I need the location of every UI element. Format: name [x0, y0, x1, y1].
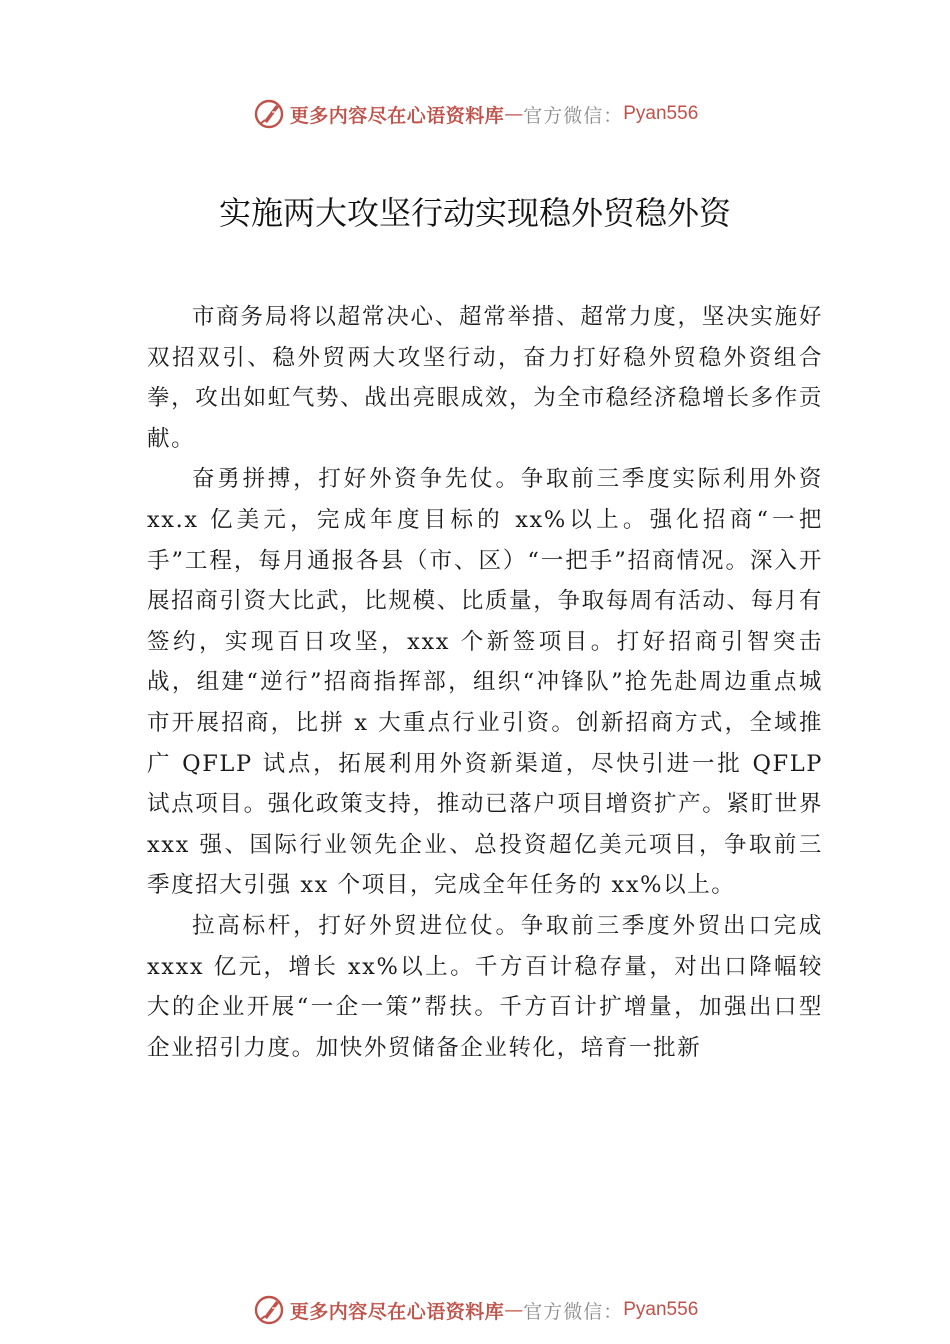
feather-pen-logo-icon	[252, 1293, 286, 1327]
banner-wechat-id: Pyan556	[623, 1299, 699, 1320]
banner-brand-text: 更多内容尽在心语资料库	[289, 104, 505, 127]
paragraph-intro: 市商务局将以超常决心、超常举措、超常力度，坚决实施好双招双引、稳外贸两大攻坚行动，奋力打好稳外贸稳外资组合拳，攻出如虹气势、战出亮眼成效，为全市稳经济稳增长多作贡献。	[147, 304, 823, 452]
banner-dash: —	[504, 103, 524, 125]
banner-channel-label: 官方微信：	[523, 1300, 624, 1323]
banner-wechat-id: Pyan556	[623, 103, 699, 124]
banner-brand-text: 更多内容尽在心语资料库	[289, 1300, 505, 1323]
header-banner	[0, 94, 950, 134]
footer-banner	[0, 1290, 950, 1330]
feather-pen-logo-icon	[252, 97, 286, 131]
paragraph-foreign-investment: 奋勇拼搏，打好外资争先仗。争取前三季度实际利用外资 xx.x 亿美元，完成年度目标的 xx%以上。强化招商“一把手”工程，每月通报各县（市、区）“一把手”招商情况。深入开展招商引资大比武，比规模、比质量，争取每周有活动、每月有签约，实现百日攻坚，xxx 个新签项目。打好招商引智突击战，组建“逆行”招商指挥部，组织“冲锋队”抢先赴周边重点城市开展招商，比拼 x 大重点行业引资。创新招商方式，全域推广 QFLP 试点，拓展利用外资新渠道，尽快引进一批 QFLP 试点项目。强化政策支持，推动已落户项目增资扩产。紧盯世界 xxx 强、国际行业领先企业、总投资超亿美元项目，争取前三季度招大引强 xx 个项目，完成全年任务的 xx%以上。	[147, 466, 823, 899]
banner-dash: —	[504, 1299, 524, 1321]
document-title: 实施两大攻坚行动实现稳外贸稳外资	[218, 194, 731, 232]
banner-channel-label: 官方微信：	[523, 104, 624, 127]
document-body	[147, 297, 823, 1068]
paragraph-foreign-trade: 拉高标杆，打好外贸进位仗。争取前三季度外贸出口完成 xxxx 亿元，增长 xx%以上。千方百计稳存量，对出口降幅较大的企业开展“一企一策”帮扶。千方百计扩增量，加强出口型企业招引力度。加快外贸储备企业转化，培育一批新	[147, 912, 823, 1061]
